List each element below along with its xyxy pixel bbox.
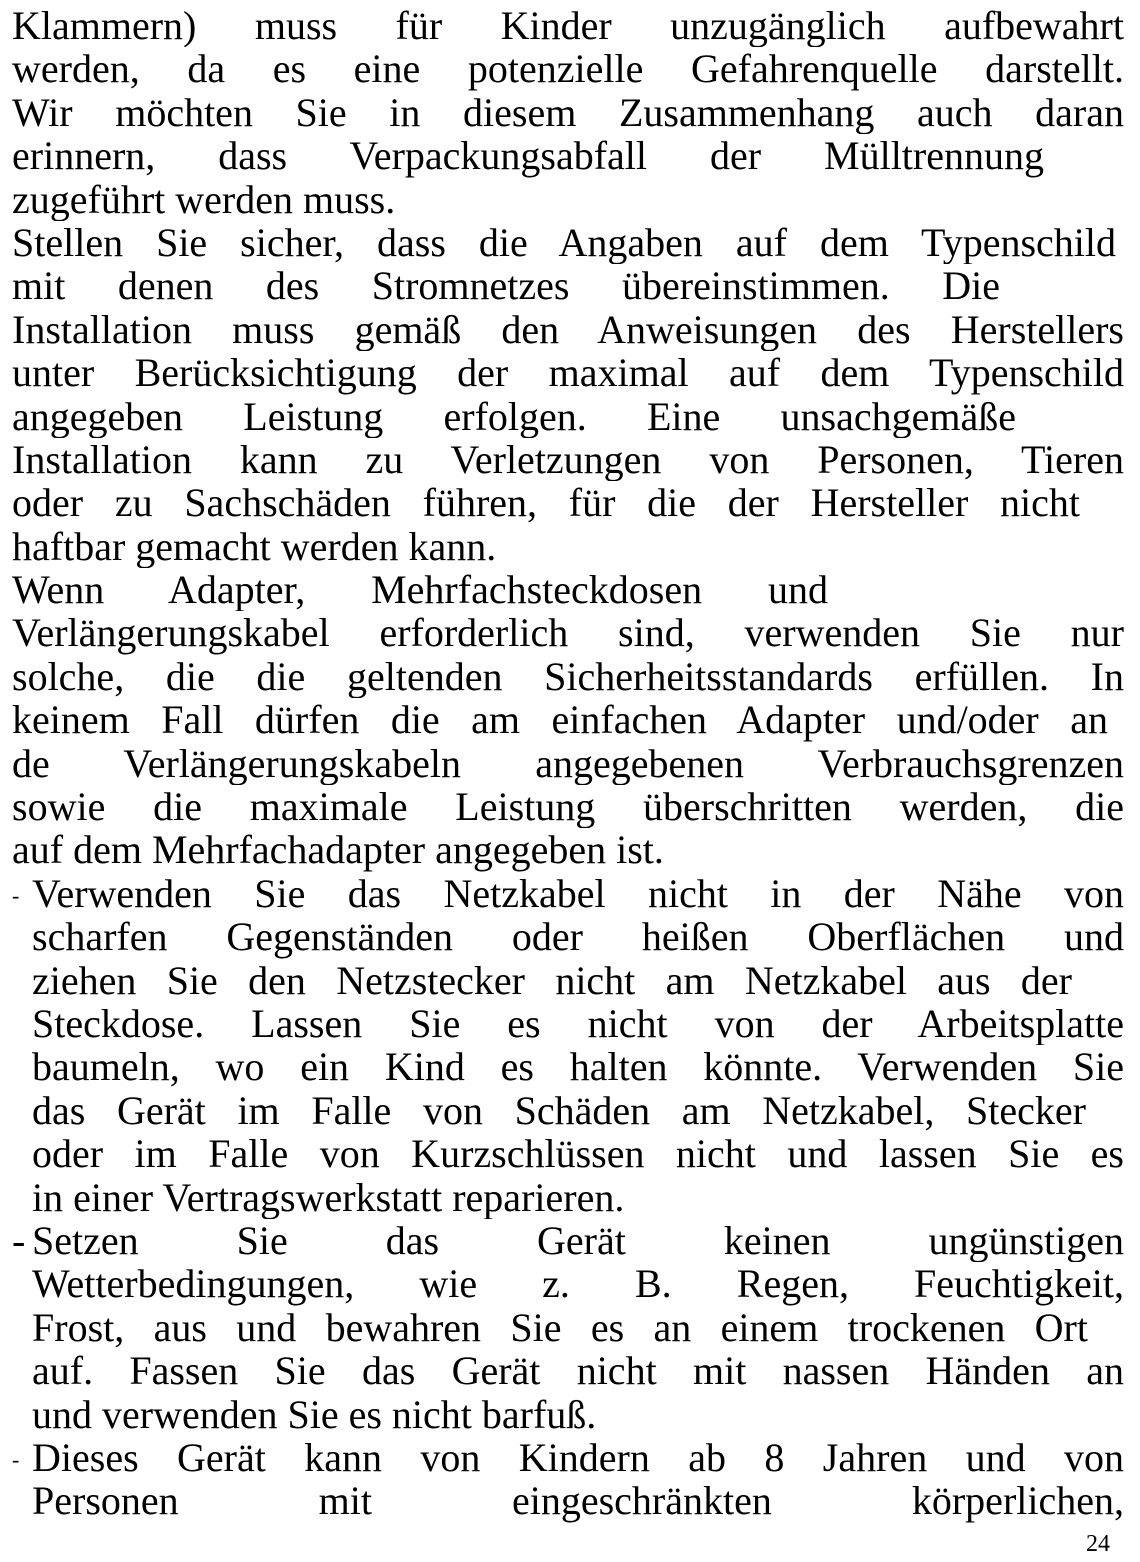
text-line: Wir möchten Sie in diesem Zusammenhang auch daran [12, 90, 1124, 135]
text-line: erinnern, dass Verpackungsabfall der Mülltrennung [12, 134, 1044, 178]
text-line [12, 1219, 1124, 1262]
text-line: und verwenden Sie es nicht barfuß. [32, 1392, 597, 1436]
text-line: Frost, aus und bewahren Sie es an einem trockenen Ort [32, 1305, 1088, 1350]
text-line: mit denen des Stromnetzes übereinstimmen. Die [12, 264, 1000, 308]
bullet-marker: - [12, 1218, 26, 1263]
paragraph-installation [12, 221, 1124, 568]
text-line: solche, die die geltenden Sicherheitsstandards erfüllen. In [12, 654, 1124, 699]
text-line [12, 1436, 1124, 1479]
text-line: de Verlängerungskabeln angegebenen Verbrauchsgrenzen [12, 741, 1124, 786]
text-line: Installation kann zu Verletzungen von Personen, Tieren [12, 437, 1124, 482]
text-line: baumeln, wo ein Kind es halten könnte. Verwenden Sie [32, 1045, 1124, 1089]
text-line: Klammern) muss für Kinder unzugänglich aufbewahrt [12, 4, 1124, 48]
text-line [12, 872, 1124, 915]
text-line: Personen mit eingeschränkten körperlichen, [32, 1479, 1124, 1523]
text-line: zugeführt werden muss. [12, 177, 396, 221]
text-line: Installation muss gemäß den Anweisungen des Herstellers [12, 307, 1124, 352]
bullet-item-power-cord [12, 872, 1124, 1219]
text-line: sowie die maximale Leistung überschritten werden, die [12, 785, 1124, 829]
bullet-item-weather [12, 1219, 1124, 1436]
paragraph-packaging [12, 4, 1124, 221]
text-line: das Gerät im Falle von Schäden am Netzkabel, Stecker [32, 1088, 1086, 1133]
text-line: werden, da es eine potenzielle Gefahrenquelle darstellt. [12, 47, 1124, 91]
bullet-item-children [12, 1436, 1124, 1523]
paragraph-adapters [12, 568, 1124, 872]
document-page [12, 4, 1124, 1523]
text-line: Stellen Sie sicher, dass die Angaben auf dem Typenschild [12, 220, 1116, 265]
bullet-text: Setzen Sie das Gerät keinen ungünstigen [32, 1218, 1124, 1263]
text-line: Steckdose. Lassen Sie es nicht von der Arbeitsplatte [32, 1001, 1124, 1046]
bullet-text: Verwenden Sie das Netzkabel nicht in der Nähe von [32, 871, 1124, 916]
text-line: oder im Falle von Kurzschlüssen nicht und lassen Sie es [32, 1132, 1124, 1176]
page-number: 24 [1086, 1531, 1110, 1557]
text-line: Wetterbedingungen, wie z. B. Regen, Feuchtigkeit, [32, 1262, 1124, 1306]
text-line: unter Berücksichtigung der maximal auf dem Typenschild [12, 351, 1124, 395]
text-line: Wenn Adapter, Mehrfachsteckdosen und [12, 568, 828, 612]
text-line: angegeben Leistung erfolgen. Eine unsachgemäße [12, 394, 1016, 438]
text-line: ziehen Sie den Netzstecker nicht am Netzkabel aus der [32, 958, 1072, 1002]
bullet-text: Dieses Gerät kann von Kindern ab 8 Jahren und von [32, 1435, 1124, 1480]
bullet-marker: - [12, 882, 20, 908]
text-line: auf dem Mehrfachadapter angegeben ist. [12, 828, 664, 872]
text-line: auf. Fassen Sie das Gerät nicht mit nassen Händen an [32, 1349, 1124, 1393]
bullet-marker: - [12, 1446, 20, 1472]
text-line: in einer Vertragswerkstatt reparieren. [32, 1175, 625, 1219]
text-line: haftbar gemacht werden kann. [12, 524, 497, 569]
text-line: scharfen Gegenständen oder heißen Oberflächen und [32, 915, 1124, 959]
text-line: keinem Fall dürfen die am einfachen Adapter und/oder an [12, 698, 1108, 742]
text-line: oder zu Sachschäden führen, für die der Hersteller nicht [12, 481, 1080, 525]
text-line: Verlängerungskabel erforderlich sind, verwenden Sie nur [12, 611, 1124, 655]
